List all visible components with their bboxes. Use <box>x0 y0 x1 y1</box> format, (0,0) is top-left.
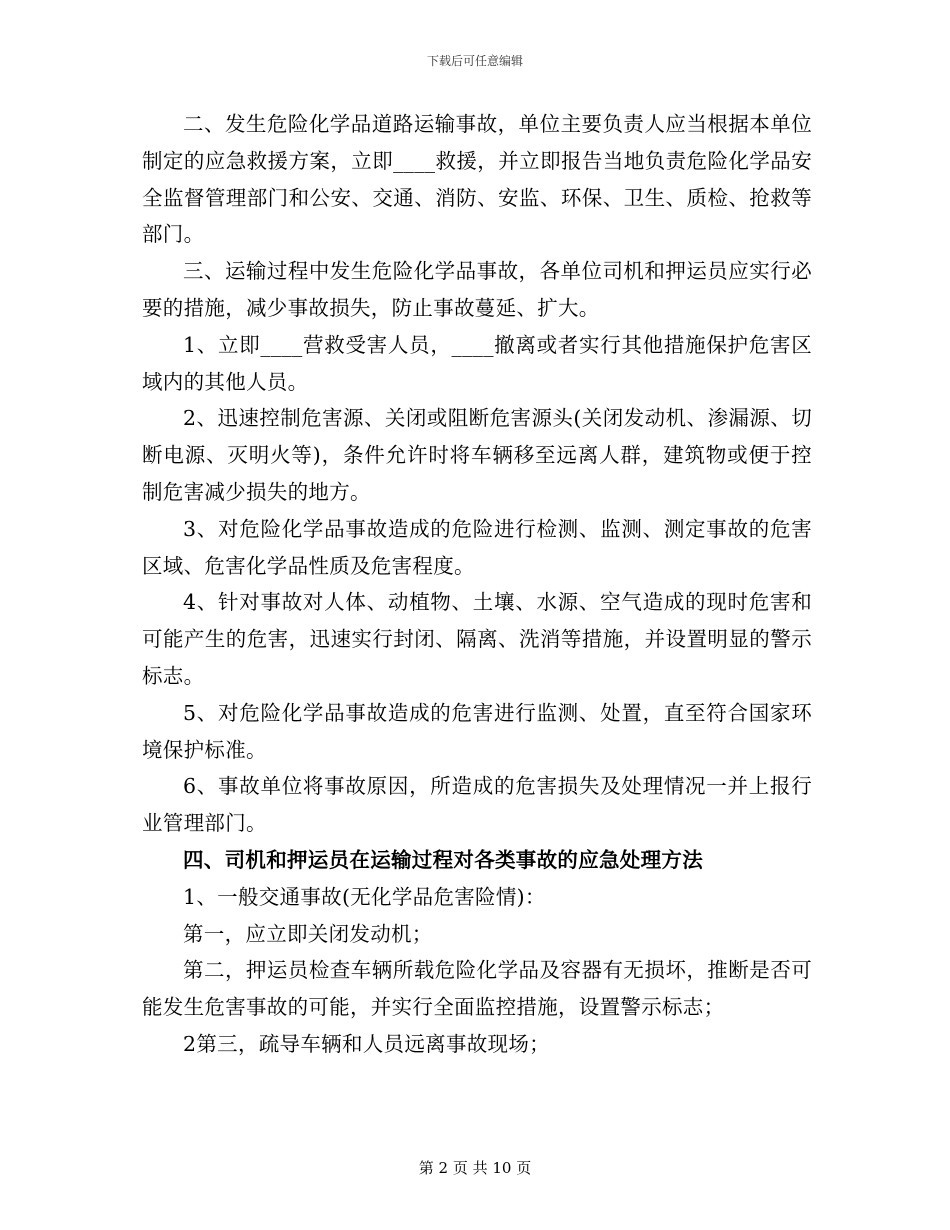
document-body <box>142 106 812 1063</box>
paragraph: 4、针对事故对人体、动植物、土壤、水源、空气造成的现时危害和可能产生的危害，迅速实行封闭、隔离、洗消等措施，并设置明显的警示标志。 <box>142 590 812 688</box>
paragraph: 二、发生危险化学品道路运输事故，单位主要负责人应当根据本单位制定的应急救援方案，立即____救援，并立即报告当地负责危险化学品安全监督管理部门和公安、交通、消防、安监、环保、卫生、质检、抢救等部门。 <box>142 112 812 247</box>
paragraph: 1、一般交通事故(无化学品危害险情)： <box>183 884 546 909</box>
section-heading: 四、司机和押运员在运输过程对各类事故的应急处理方法 <box>183 847 703 872</box>
paragraph: 第一，应立即关闭发动机； <box>183 921 433 946</box>
paragraph: 6、事故单位将事故原因，所造成的危害损失及处理情况一并上报行业管理部门。 <box>142 774 812 836</box>
paragraph: 2第三，疏导车辆和人员远离事故现场； <box>183 1031 550 1056</box>
page-header: 下载后可任意编辑 <box>426 54 523 68</box>
page-footer: 第 2 页 共 10 页 <box>418 1159 532 1177</box>
paragraph: 1、立即____营救受害人员，____撤离或者实行其他措施保护危害区域内的其他人员。 <box>142 332 812 394</box>
paragraph: 3、对危险化学品事故造成的危险进行检测、监测、测定事故的危害区域、危害化学品性质及危害程度。 <box>142 516 812 578</box>
paragraph: 第二，押运员检查车辆所载危险化学品及容器有无损坏，推断是否可能发生危害事故的可能，并实行全面监控措施，设置警示标志； <box>142 958 812 1020</box>
paragraph: 5、对危险化学品事故造成的危害进行监测、处置，直至符合国家环境保护标准。 <box>142 700 812 762</box>
paragraph: 三、运输过程中发生危险化学品事故，各单位司机和押运员应实行必要的措施，减少事故损失，防止事故蔓延、扩大。 <box>142 259 812 320</box>
paragraph: 2、迅速控制危害源、关闭或阻断危害源头(关闭发动机、渗漏源、切断电源、灭明火等)，条件允许时将车辆移至远离人群，建筑物或便于控制危害减少损失的地方。 <box>142 406 812 504</box>
